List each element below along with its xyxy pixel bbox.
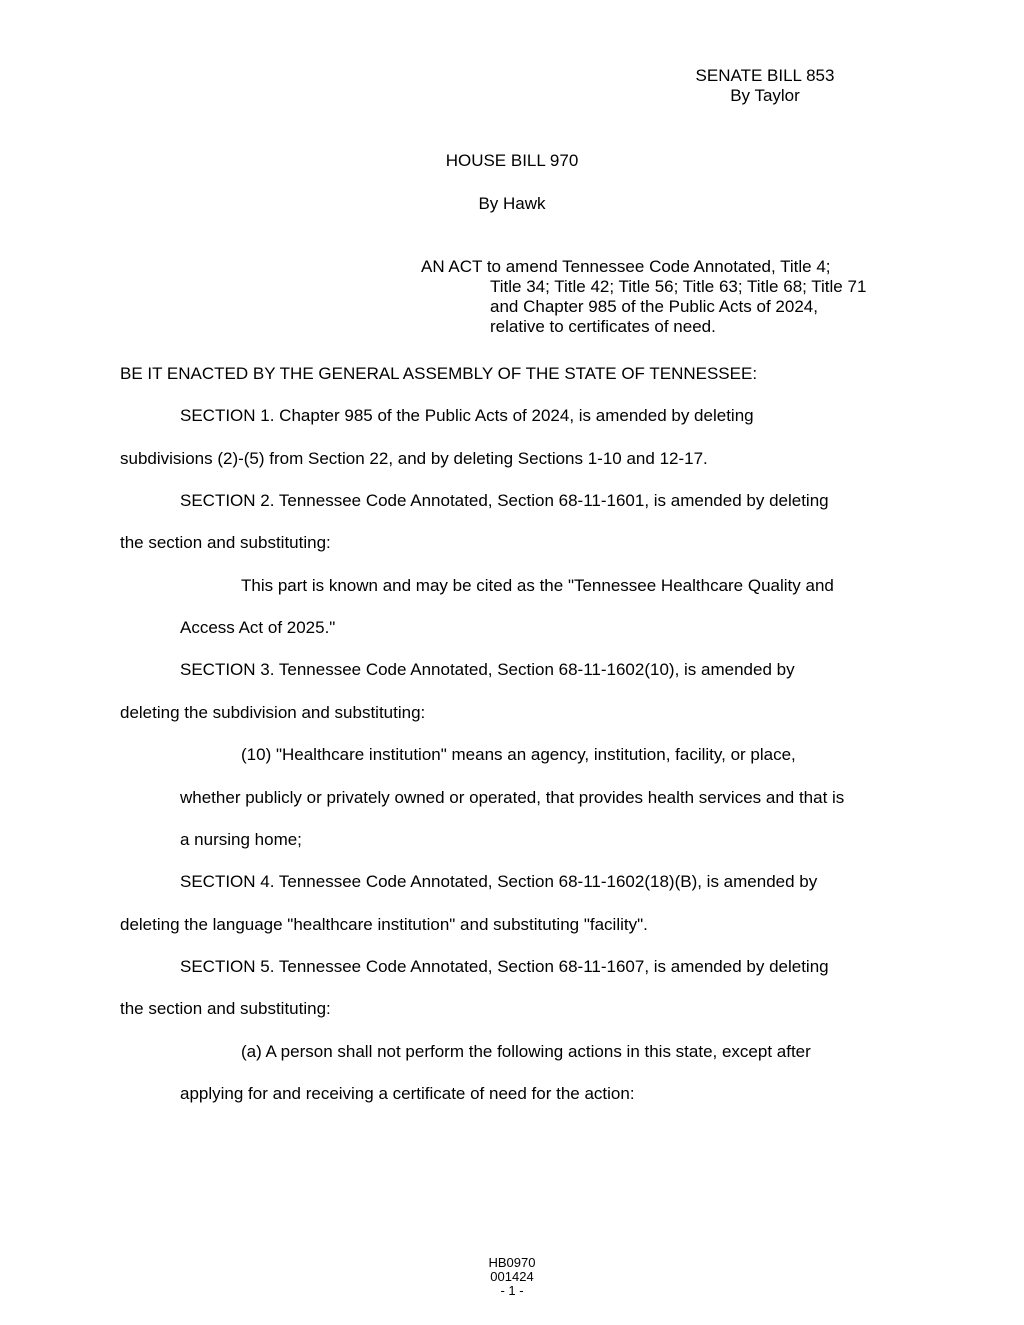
house-sponsor: By Hawk: [478, 194, 546, 213]
house-bill-number: HOUSE BILL 970: [445, 151, 579, 170]
section-1-line: SECTION 1. Chapter 985 of the Public Acts of 2024, is amended by deleting: [180, 406, 754, 425]
senate-bill-header: [640, 66, 890, 106]
section-3-quote-line: (10) "Healthcare institution" means an agency, institution, facility, or place,: [241, 745, 796, 764]
caption-line: relative to certificates of need.: [490, 317, 716, 336]
section-5-line: SECTION 5. Tennessee Code Annotated, Section 68-11-1607, is amended by deleting: [180, 957, 829, 976]
caption-line: Title 34; Title 42; Title 56; Title 63; Title 68; Title 71: [490, 277, 867, 296]
caption-line: and Chapter 985 of the Public Acts of 2024,: [490, 297, 818, 316]
act-caption: [421, 257, 866, 337]
section-5-quote-line: (a) A person shall not perform the following actions in this state, except after: [241, 1042, 811, 1061]
section-2-line: the section and substituting:: [120, 533, 331, 552]
section-3-line: SECTION 3. Tennessee Code Annotated, Section 68-11-1602(10), is amended by: [180, 660, 795, 679]
enacting-clause: BE IT ENACTED BY THE GENERAL ASSEMBLY OF THE STATE OF TENNESSEE:: [120, 364, 758, 383]
section-5-line: the section and substituting:: [120, 999, 331, 1018]
section-3-quote-line: whether publicly or privately owned or operated, that provides health services and that is: [180, 788, 845, 807]
section-2-quote-line: This part is known and may be cited as the "Tennessee Healthcare Quality and: [241, 576, 834, 595]
section-3-quote-line: a nursing home;: [180, 830, 302, 849]
page-footer: [412, 1256, 612, 1298]
section-4-line: SECTION 4. Tennessee Code Annotated, Section 68-11-1602(18)(B), is amended by: [180, 872, 818, 891]
footer-bill-code: HB0970: [488, 1255, 536, 1270]
footer-doc-number: 001424: [490, 1269, 534, 1284]
section-3-line: deleting the subdivision and substituting:: [120, 703, 426, 722]
section-2-line: SECTION 2. Tennessee Code Annotated, Section 68-11-1601, is amended by deleting: [180, 491, 829, 510]
section-1-line: subdivisions (2)-(5) from Section 22, and by deleting Sections 1-10 and 12-17.: [120, 449, 708, 468]
caption-line: AN ACT to amend Tennessee Code Annotated, Title 4;: [421, 257, 831, 276]
section-2-quote-line: Access Act of 2025.": [180, 618, 336, 637]
senate-sponsor: By Taylor: [730, 86, 800, 105]
senate-bill-number: SENATE BILL 853: [695, 66, 835, 85]
footer-page-number: - 1 -: [500, 1283, 524, 1298]
section-5-quote-line: applying for and receiving a certificate of need for the action:: [180, 1084, 635, 1103]
section-4-line: deleting the language "healthcare institution" and substituting "facility".: [120, 915, 648, 934]
